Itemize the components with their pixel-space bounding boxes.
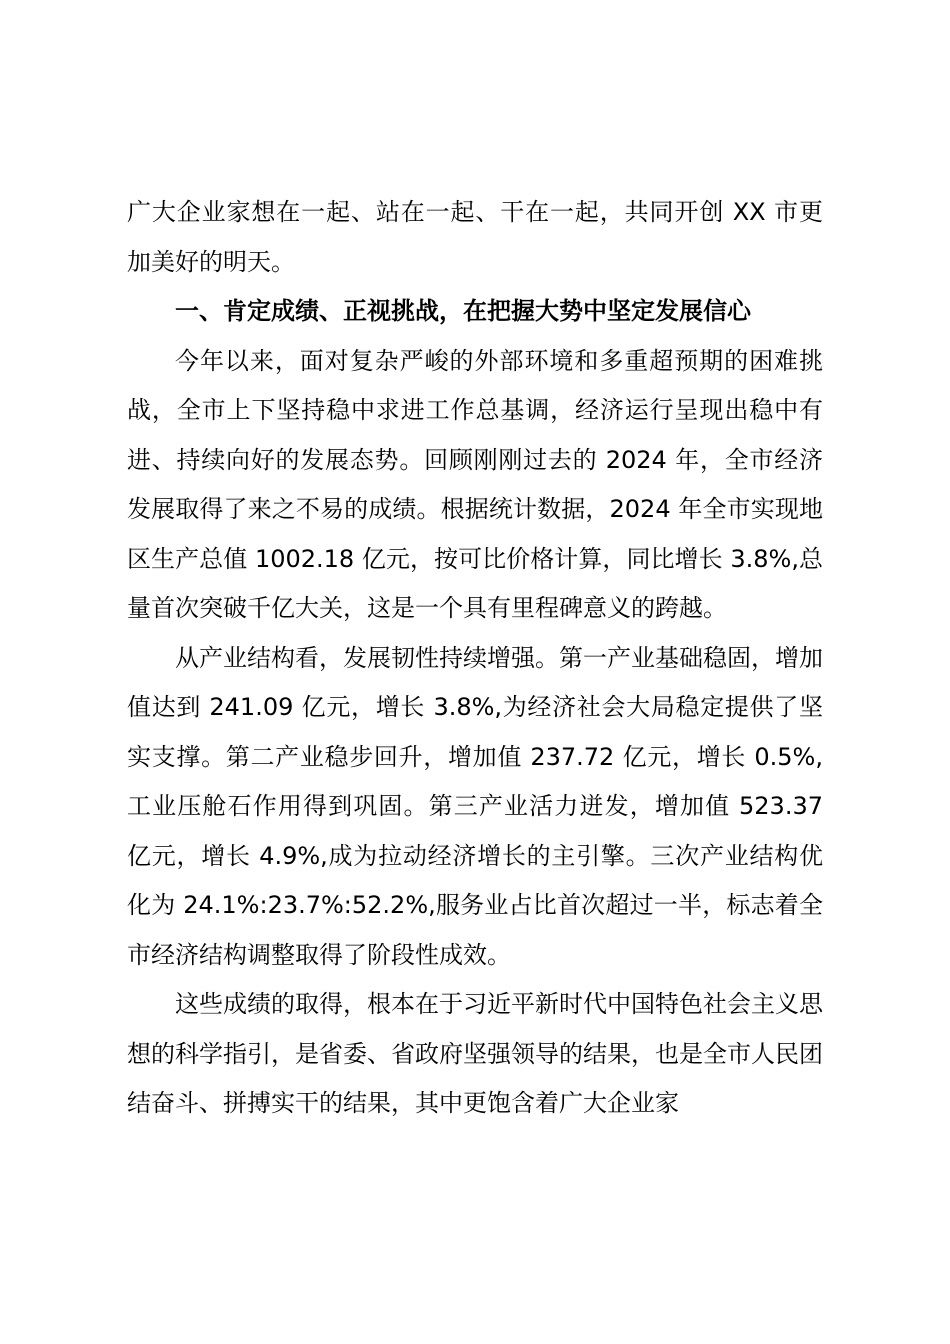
paragraph-reasons: 这些成绩的取得，根本在于习近平新时代中国特色社会主义思想的科学指引，是省委、省政府坚强领导的结果，也是全市人民团结奋斗、拼搏实干的结果，其中更饱含着广大企业家: [127, 990, 823, 1117]
paragraph-continuation: 广大企业家想在一起、站在一起、干在一起，共同开创 XX 市更加美好的明天。: [127, 198, 823, 276]
paragraph-industry-structure: 从产业结构看，发展韧性持续增强。第一产业基础稳固，增加值达到 241.09 亿元，增长 3.8%,为经济社会大局稳定提供了坚实支撑。第二产业稳步回升，增加值 237.72 亿元，增长 0.5%,工业压舱石作用得到巩固。第三产业活力迸发，增加值 523.37 亿元，增长 4.9%,成为拉动经济增长的主引擎。三次产业结构优化为 24.1%:23.7%:52.2%,服务业占比首次超过一半，标志着全市经济结构调整取得了阶段性成效。: [127, 643, 823, 969]
section-heading: 一、肯定成绩、正视挑战，在把握大势中坚定发展信心: [175, 297, 751, 325]
paragraph-achievements: 今年以来，面对复杂严峻的外部环境和多重超预期的困难挑战，全市上下坚持稳中求进工作总基调，经济运行呈现出稳中有进、持续向好的发展态势。回顾刚刚过去的 2024 年，全市经济发展取得了来之不易的成绩。根据统计数据，2024 年全市实现地区生产总值 1002.18 亿元，按可比价格计算，同比增长 3.8%,总量首次突破千亿大关，这是一个具有里程碑意义的跨越。: [127, 346, 823, 622]
document-body: [127, 188, 823, 1129]
